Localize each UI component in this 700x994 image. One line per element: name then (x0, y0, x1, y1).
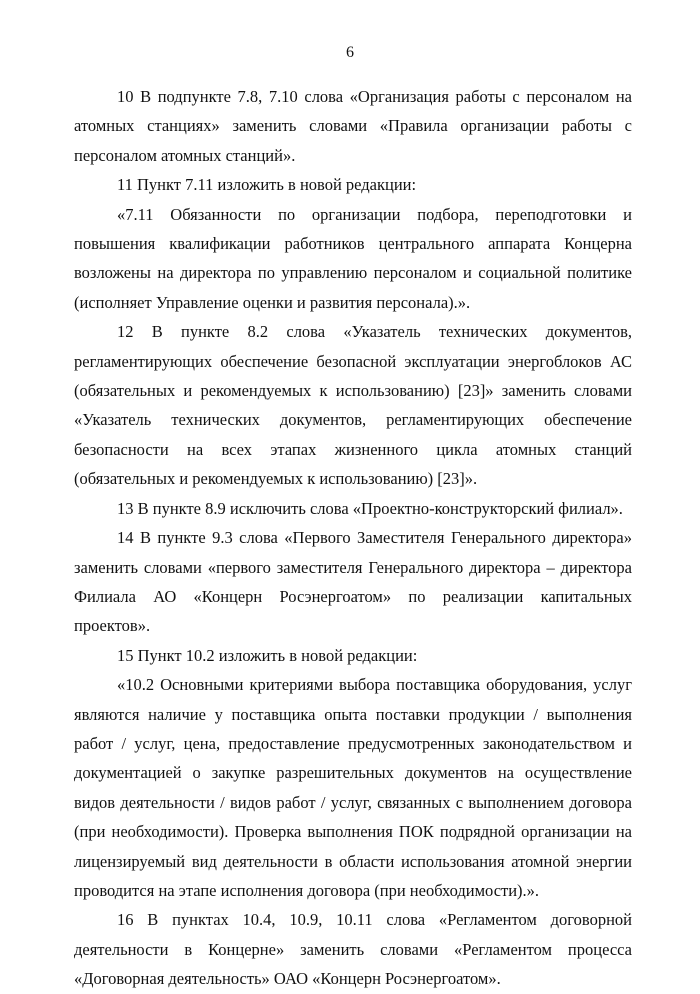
paragraph-11-text: «7.11 Обязанности по организации подбора, переподготовки и повышения квалификации работников центрального аппарата Концерна возложены на директора по управлению персоналом и социальной политике (исполняет Управление оценки и развития персонала).». (74, 204, 632, 312)
paragraph-11: 11 Пункт 7.11 изложить в новой редакции: (117, 175, 417, 195)
page-number: 6 (346, 44, 354, 61)
paragraph-13: 13 В пункте 8.9 исключить слова «Проектно-конструкторский филиал». (117, 498, 623, 518)
paragraph-14: 14 В пункте 9.3 слова «Первого Заместителя Генерального директора» заменить словами «первого заместителя Генерального директора – директора Филиала АО «Концерн Росэнергоатом» по реализации капитальных проектов». (74, 528, 632, 636)
paragraph-16: 16 В пунктах 10.4, 10.9, 10.11 слова «Регламентом договорной деятельности в Концерне» заменить словами «Регламентом процесса «Договорная деятельность» ОАО «Концерн Росэнергоатом». (74, 910, 632, 989)
paragraph-15-text: «10.2 Основными критериями выбора поставщика оборудования, услуг являются наличие у поставщика опыта поставки продукции / выполнения работ / услуг, цена, предоставление предусмотренных законодательством и документацией о закупке разрешительных документов на осуществление видов деятельности / видов работ / услуг, связанных с выполнением договора (при необходимости). Проверка выполнения ПОК подрядной организации на лицензируемый вид деятельности в области использования атомной энергии проводится на этапе исполнения договора (при необходимости).». (74, 675, 632, 900)
document-body (74, 82, 632, 994)
paragraph-10: 10 В подпункте 7.8, 7.10 слова «Организация работы с персоналом на атомных станциях» заменить словами «Правила организации работы с персоналом атомных станций». (74, 87, 632, 165)
paragraph-12: 12 В пункте 8.2 слова «Указатель технических документов, регламентирующих обеспечение безопасной эксплуатации энергоблоков АС (обязательных и рекомендуемых к использованию) [23]» заменить словами «Указатель технических документов, регламентирующих обеспечение безопасности на всех этапах жизненного цикла атомных станций (обязательных и рекомендуемых к использованию) [23]». (74, 322, 632, 489)
paragraph-15: 15 Пункт 10.2 изложить в новой редакции: (117, 645, 418, 665)
